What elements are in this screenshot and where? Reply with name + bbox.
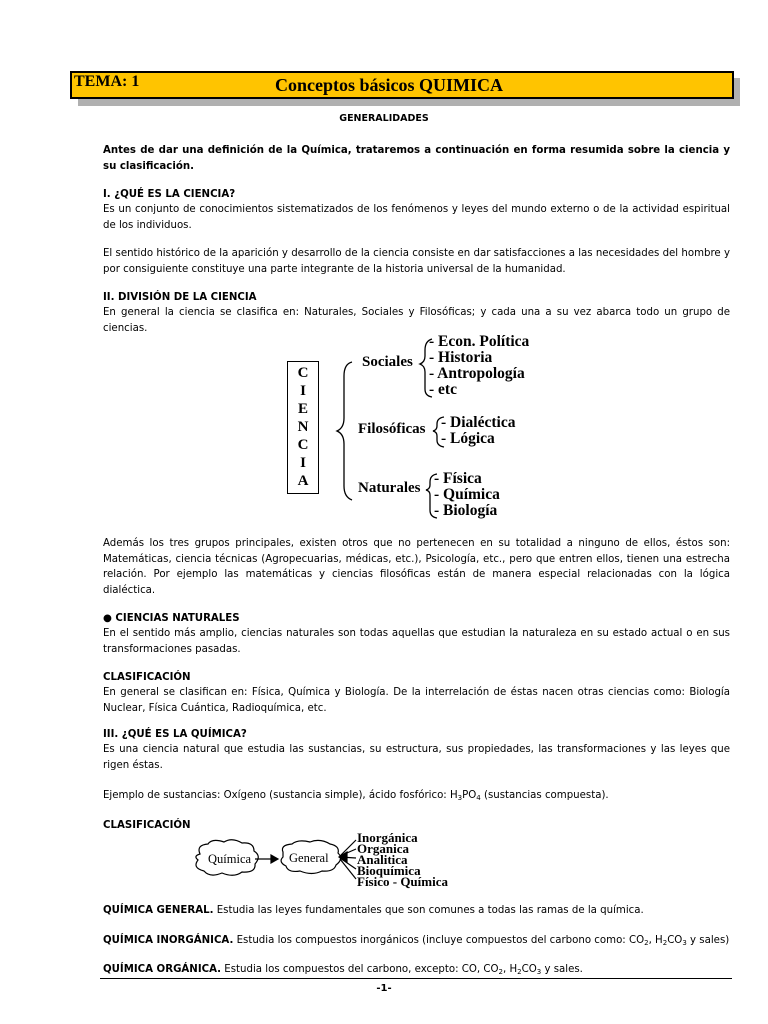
term: QUÍMICA ORGÁNICA. bbox=[103, 964, 222, 975]
quimica-node: Química bbox=[208, 852, 252, 866]
heading-division-ciencia: II. DIVISIÓN DE LA CIENCIA bbox=[103, 292, 257, 303]
text-run: , H bbox=[503, 964, 518, 975]
naturales-item: - Física bbox=[434, 470, 482, 487]
subscript: 2 bbox=[498, 968, 503, 976]
term: QUÍMICA GENERAL. bbox=[103, 905, 214, 916]
text-run: y sales. bbox=[541, 964, 583, 975]
paragraph-quimica-inorganica bbox=[103, 933, 730, 952]
quimica-branch: Inorgánica bbox=[357, 830, 418, 845]
heading-que-es-quimica: III. ¿QUÉ ES LA QUÍMICA? bbox=[103, 729, 247, 740]
paragraph-quimica-def: Es una ciencia natural que estudia las sustancias, su estructura, sus propiedades, las transformaciones y las leyes que rigen éstas. bbox=[103, 744, 730, 771]
quimica-branch: Bioquímica bbox=[357, 863, 421, 878]
subscript: 3 bbox=[536, 968, 542, 976]
ciencia-letter: C bbox=[297, 437, 309, 453]
page-number: -1- bbox=[376, 983, 392, 994]
paragraph-ciencia-def: Es un conjunto de conocimientos sistematizados de los fenómenos y leyes del mundo externo o de la actividad espiritual de los individuos. bbox=[103, 204, 730, 231]
page-title: Conceptos básicos QUIMICA bbox=[275, 75, 504, 95]
ciencia-letter: N bbox=[297, 419, 309, 435]
quimica-branch: Físico - Química bbox=[357, 874, 448, 889]
text-run: CO bbox=[667, 935, 683, 946]
footer-rule bbox=[100, 978, 732, 979]
paragraph-division: En general la ciencia se clasifica en: Naturales, Sociales y Filosóficas; y cada una a su vez abarca todo un grupo de ciencias. bbox=[103, 307, 730, 334]
subscript: 4 bbox=[476, 794, 481, 802]
sociales-item: - etc bbox=[429, 381, 457, 398]
text-run: y sales) bbox=[686, 935, 730, 946]
naturales-item: - Química bbox=[434, 486, 500, 503]
arrow-quimica-general-head bbox=[271, 855, 278, 863]
text-run: Ejemplo de sustancias: Oxígeno (sustancia simple), ácido fosfórico: H bbox=[103, 790, 458, 801]
filosoficas-item: - Dialéctica bbox=[441, 414, 516, 431]
filosoficas-item: - Lógica bbox=[441, 430, 495, 447]
heading-clasificacion: CLASIFICACIÓN bbox=[103, 672, 191, 683]
filosoficas-label: Filosóficas bbox=[358, 421, 426, 437]
general-node: General bbox=[289, 851, 329, 865]
paragraph-clasificacion: En general se clasifican en: Física, Química y Biología. De la interrelación de éstas nacen otras ciencias como: Biología Nuclear, Física Cuántica, Radioquímica, etc. bbox=[103, 687, 730, 714]
term: QUÍMICA INORGÁNICA. bbox=[103, 935, 234, 946]
arrow-to-inorganica bbox=[340, 840, 356, 856]
text-run: PO bbox=[462, 790, 477, 801]
ciencia-letter: A bbox=[297, 473, 309, 489]
naturales-item: - Biología bbox=[434, 502, 498, 519]
ciencia-letter: I bbox=[300, 383, 306, 399]
quimica-branch: Organica bbox=[357, 841, 409, 856]
text-run: , H bbox=[648, 935, 663, 946]
paragraph-naturales: En el sentido más amplio, ciencias naturales son todas aquellas que estudian la naturaleza en su estado actual o en sus transformaciones pasadas. bbox=[103, 628, 730, 655]
text-run: CO bbox=[521, 964, 537, 975]
sociales-item: - Econ. Política bbox=[429, 333, 530, 350]
subscript: 2 bbox=[662, 939, 668, 947]
ciencia-letter: E bbox=[297, 401, 308, 417]
arrow-to-fisicoquimica bbox=[340, 859, 356, 879]
quimica-branch: Analitica bbox=[357, 852, 408, 867]
heading-ciencias-naturales: ● CIENCIAS NATURALES bbox=[103, 613, 240, 624]
subscript: 2 bbox=[517, 968, 522, 976]
intro-paragraph: Antes de dar una definición de la Química, trataremos a continuación en forma resumida sobre la ciencia y su clasificación. bbox=[103, 145, 730, 172]
sociales-item: - Antropología bbox=[429, 365, 525, 382]
ciencia-letter: I bbox=[300, 455, 306, 471]
paragraph-quimica-general bbox=[103, 903, 730, 919]
heading-clasificacion-quimica: CLASIFICACIÓN bbox=[103, 820, 191, 831]
paragraph-ciencia-historia: El sentido histórico de la aparición y desarrollo de la ciencia consiste en dar satisfacciones a las necesidades del hombre y por consiguiente constituye una parte integrante de la historia universal de la humanidad. bbox=[103, 248, 730, 275]
subscript: 2 bbox=[644, 939, 649, 947]
text-run: Estudia los compuestos del carbono, excepto: CO, CO bbox=[221, 964, 499, 975]
section-title: GENERALIDADES bbox=[339, 113, 429, 124]
topic-number: TEMA: 1 bbox=[74, 73, 140, 90]
naturales-label: Naturales bbox=[358, 480, 421, 496]
text-run: (sustancias compuesta). bbox=[480, 790, 609, 801]
paragraph-ademas: Además los tres grupos principales, existen otros que no pertenecen en su totalidad a ninguno de ellos, éstos son: Matemáticas, ciencia técnicas (Agropecuarias, médicas, etc.), Psicología, etc., pero que entren ellos, tienen una estrecha relación. Por ejemplo las matemáticas y ciencias filosóficas están de manera especial relacionadas con la lógica dialéctica. bbox=[103, 538, 730, 596]
subscript: 3 bbox=[682, 939, 687, 947]
sociales-label: Sociales bbox=[362, 354, 413, 370]
heading-que-es-ciencia: I. ¿QUÉ ES LA CIENCIA? bbox=[103, 189, 236, 200]
text-run: Estudia los compuestos inorgánicos (incluye compuestos del carbono como: CO bbox=[233, 935, 645, 946]
text-run: Estudia las leyes fundamentales que son comunes a todas las ramas de la química. bbox=[213, 905, 644, 916]
ciencia-letter: C bbox=[297, 365, 309, 381]
subscript: 3 bbox=[457, 794, 463, 802]
sociales-item: - Historia bbox=[429, 349, 493, 366]
